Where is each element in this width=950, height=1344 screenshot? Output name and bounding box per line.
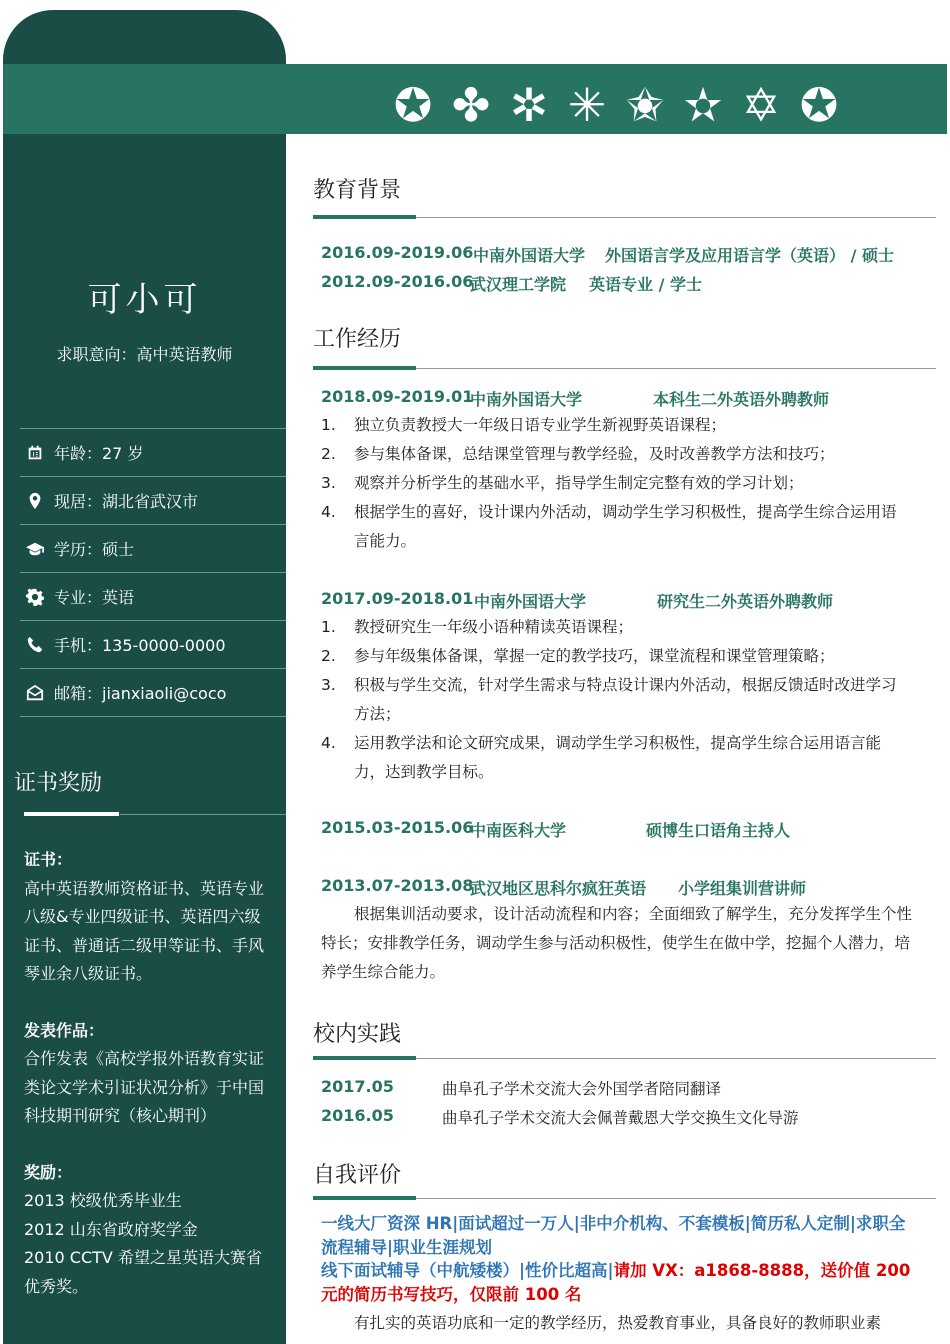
awards-title: 证书奖励 [14, 771, 103, 796]
asterisk-icon: ✲ [509, 78, 549, 132]
phone-icon [24, 634, 46, 656]
star-of-david-icon: ✡ [741, 78, 781, 132]
prize-label: 奖励： [24, 1162, 73, 1182]
work-title-bar [313, 366, 416, 370]
job-intent: 求职意向：高中英语教师 [56, 345, 233, 364]
list-item: 2. 参与年级集体备课，掌握一定的教学技巧，课堂流程和课堂管理策略； [321, 647, 835, 665]
education-title-line [416, 217, 936, 218]
asterisk-icon: ✳ [567, 78, 607, 132]
gear-icon [24, 586, 46, 608]
awards-body [24, 846, 264, 1301]
self-evaluation-text: 有扎实的英语功底和一定的教学经历，热爱教育事业，具备良好的教师职业素 [354, 1314, 882, 1332]
work-title: 工作经历 [313, 327, 402, 352]
star-icon: ✫ [683, 78, 723, 132]
star-icon: ✪ [393, 78, 433, 132]
graduation-cap-icon [24, 538, 46, 560]
star-icon: ✬ [625, 78, 665, 132]
education-title-bar [313, 215, 416, 219]
practice-title-bar [313, 1056, 416, 1060]
email-icon [24, 682, 46, 704]
pub-text: 合作发表《高校学报外语教育实证类论文学术引证状况分析》于中国科技期刊研究（核心期刊） [24, 1049, 265, 1125]
job-description: 根据集训活动要求，设计活动流程和内容；全面细致了解学生，充分发挥学生个性特长；安排教学任务，调动学生参与活动积极性，使学生在做中学，挖掘个人潜力，培养学生综合能力。 [321, 905, 913, 981]
prize-item: 2013 校级优秀毕业生 [24, 1191, 182, 1210]
personal-info [20, 428, 286, 717]
star-icon: ✪ [799, 78, 839, 132]
pub-label: 发表作品： [24, 1020, 105, 1040]
list-item: 3. 观察并分析学生的基础水平，指导学生制定完整有效的学习计划； [321, 474, 804, 492]
list-item: 4. 运用教学法和论文研究成果，调动学生学习积极性，提高学生综合运用语言能力，达到教学目标。 [321, 734, 882, 781]
decorative-stars [388, 80, 844, 130]
prize-item: 2010 CCTV 希望之星英语大赛省优秀奖。 [24, 1248, 262, 1296]
awards-title-line [120, 814, 286, 815]
cert-label: 证书： [24, 850, 73, 869]
info-email: 邮箱：jianxiaoli@coco [20, 669, 286, 717]
clover-icon: ✤ [451, 78, 491, 132]
job-duties [321, 613, 911, 787]
self-title-bar [313, 1196, 416, 1200]
list-item: 4. 根据学生的喜好，设计课内外活动，调动学生学习积极性，提高学生综合运用语言能力。 [321, 503, 897, 550]
location-icon [24, 490, 46, 512]
practice-text: 曲阜孔子学术交流大会佩普戴恩大学交换生文化导游 [442, 1109, 799, 1127]
prize-item: 2012 山东省政府奖学金 [24, 1219, 198, 1239]
education-title: 教育背景 [313, 178, 402, 203]
info-major: 专业：英语 [20, 573, 286, 621]
practice-title: 校内实践 [313, 1022, 402, 1047]
awards-title-bar [24, 812, 119, 816]
list-item: 1. 独立负责教授大一年级日语专业学生新视野英语课程； [321, 416, 727, 434]
candidate-name: 可小可 [87, 280, 202, 320]
info-education: 学历：硕士 [20, 525, 286, 573]
info-age: 年龄：27 岁 [20, 428, 286, 477]
cert-text: 高中英语教师资格证书、英语专业八级&专业四级证书、英语四六级证书、普通话二级甲等证书、手风琴业余八级证书。 [24, 878, 265, 983]
self-title-line [416, 1198, 936, 1199]
promo-text: 一线大厂资深 HR|面试超过一万人|非中介机构、不套模板|简历私人定制|求职全流程辅导|职业生涯规划 线下面试辅导（中航矮楼）|性价比超高|请加 VX：a1868-8888，送价值 200 元的简历书写技巧，仅限前 100 名 [321, 1214, 911, 1304]
list-item: 3. 积极与学生交流，针对学生需求与特点设计课内外活动，根据反馈适时改进学习方法； [321, 676, 897, 723]
calendar-icon [24, 442, 46, 464]
info-location: 现居：湖北省武汉市 [20, 477, 286, 525]
work-title-line [416, 368, 936, 369]
list-item: 1. 教授研究生一年级小语种精读英语课程； [321, 618, 634, 636]
practice-title-line [416, 1058, 936, 1059]
job-duties [321, 411, 911, 556]
list-item: 2. 参与集体备课，总结课堂管理与教学经验，及时改善教学方法和技巧； [321, 445, 835, 463]
info-phone: 手机：135-0000-0000 [20, 621, 286, 669]
practice-text: 曲阜孔子学术交流大会外国学者陪同翻译 [442, 1080, 722, 1098]
self-title: 自我评价 [313, 1163, 402, 1188]
